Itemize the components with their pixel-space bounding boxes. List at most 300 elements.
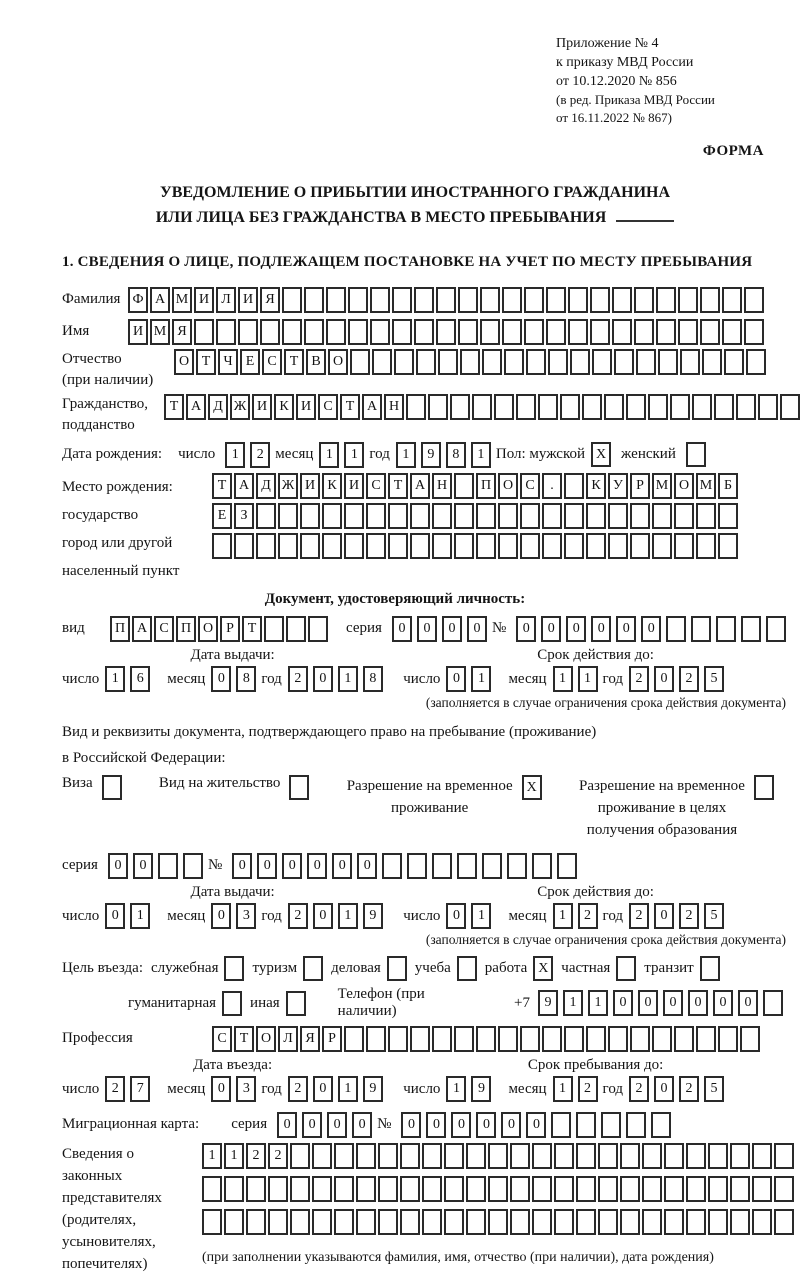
- char-cell[interactable]: [532, 853, 552, 879]
- char-cell[interactable]: [326, 319, 346, 345]
- char-cell[interactable]: 9: [421, 442, 441, 468]
- char-cell[interactable]: [304, 319, 324, 345]
- char-cell[interactable]: 0: [211, 903, 231, 929]
- char-cell[interactable]: А: [362, 394, 382, 420]
- char-cell[interactable]: 0: [401, 1112, 421, 1138]
- char-cell[interactable]: [730, 1143, 750, 1169]
- char-cell[interactable]: [432, 853, 452, 879]
- char-cell[interactable]: [666, 616, 686, 642]
- char-cell[interactable]: Т: [196, 349, 216, 375]
- char-cell[interactable]: [551, 1112, 571, 1138]
- char-cell[interactable]: [510, 1209, 530, 1235]
- char-cell[interactable]: 0: [332, 853, 352, 879]
- char-cell[interactable]: 2: [105, 1076, 125, 1102]
- char-cell[interactable]: 0: [211, 666, 231, 692]
- char-cell[interactable]: [388, 533, 408, 559]
- char-cell[interactable]: [598, 1209, 618, 1235]
- char-cell[interactable]: Я: [300, 1026, 320, 1052]
- char-cell[interactable]: [422, 1143, 442, 1169]
- char-cell[interactable]: 2: [578, 903, 598, 929]
- char-cell[interactable]: [366, 1026, 386, 1052]
- char-cell[interactable]: [630, 1026, 650, 1052]
- char-cell[interactable]: 2: [629, 903, 649, 929]
- char-cell[interactable]: 1: [588, 990, 608, 1016]
- char-cell[interactable]: [494, 394, 514, 420]
- char-cell[interactable]: Р: [220, 616, 240, 642]
- char-cell[interactable]: 0: [282, 853, 302, 879]
- char-cell[interactable]: А: [132, 616, 152, 642]
- char-cell[interactable]: [510, 1143, 530, 1169]
- char-cell[interactable]: 0: [392, 616, 412, 642]
- char-cell[interactable]: [476, 1026, 496, 1052]
- char-cell[interactable]: 5: [704, 1076, 724, 1102]
- char-cell[interactable]: [202, 1209, 222, 1235]
- char-cell[interactable]: [268, 1176, 288, 1202]
- purpose-transit-checkbox[interactable]: [700, 956, 720, 981]
- char-cell[interactable]: [444, 1209, 464, 1235]
- char-cell[interactable]: [356, 1209, 376, 1235]
- char-cell[interactable]: [680, 349, 700, 375]
- char-cell[interactable]: [382, 853, 402, 879]
- char-cell[interactable]: [674, 1026, 694, 1052]
- char-cell[interactable]: [554, 1209, 574, 1235]
- char-cell[interactable]: С: [262, 349, 282, 375]
- char-cell[interactable]: [674, 533, 694, 559]
- char-cell[interactable]: О: [174, 349, 194, 375]
- purpose-official-checkbox[interactable]: [224, 956, 244, 981]
- char-cell[interactable]: [568, 319, 588, 345]
- char-cell[interactable]: 5: [704, 903, 724, 929]
- char-cell[interactable]: [194, 319, 214, 345]
- char-cell[interactable]: [290, 1176, 310, 1202]
- char-cell[interactable]: [378, 1209, 398, 1235]
- char-cell[interactable]: [642, 1209, 662, 1235]
- char-cell[interactable]: [554, 1143, 574, 1169]
- char-cell[interactable]: [510, 1176, 530, 1202]
- char-cell[interactable]: [538, 394, 558, 420]
- char-cell[interactable]: С: [212, 1026, 232, 1052]
- char-cell[interactable]: С: [154, 616, 174, 642]
- char-cell[interactable]: [344, 1026, 364, 1052]
- char-cell[interactable]: А: [186, 394, 206, 420]
- char-cell[interactable]: [454, 503, 474, 529]
- residence-permit-checkbox[interactable]: [289, 775, 309, 800]
- char-cell[interactable]: 1: [344, 442, 364, 468]
- char-cell[interactable]: [256, 503, 276, 529]
- char-cell[interactable]: 3: [236, 903, 256, 929]
- gender-female-checkbox[interactable]: [686, 442, 706, 467]
- char-cell[interactable]: [410, 533, 430, 559]
- char-cell[interactable]: 0: [591, 616, 611, 642]
- char-cell[interactable]: Ж: [278, 473, 298, 499]
- char-cell[interactable]: [436, 287, 456, 313]
- char-cell[interactable]: 9: [363, 903, 383, 929]
- purpose-tourism-checkbox[interactable]: [303, 956, 323, 981]
- char-cell[interactable]: [238, 319, 258, 345]
- visa-checkbox[interactable]: [102, 775, 122, 800]
- char-cell[interactable]: Ж: [230, 394, 250, 420]
- char-cell[interactable]: [630, 503, 650, 529]
- char-cell[interactable]: [388, 503, 408, 529]
- char-cell[interactable]: Н: [432, 473, 452, 499]
- char-cell[interactable]: 0: [105, 903, 125, 929]
- char-cell[interactable]: [488, 1176, 508, 1202]
- char-cell[interactable]: 0: [257, 853, 277, 879]
- char-cell[interactable]: [370, 287, 390, 313]
- char-cell[interactable]: [708, 1176, 728, 1202]
- char-cell[interactable]: [432, 1026, 452, 1052]
- char-cell[interactable]: 0: [654, 666, 674, 692]
- char-cell[interactable]: [216, 319, 236, 345]
- char-cell[interactable]: О: [674, 473, 694, 499]
- char-cell[interactable]: С: [520, 473, 540, 499]
- char-cell[interactable]: 1: [319, 442, 339, 468]
- char-cell[interactable]: [692, 394, 712, 420]
- char-cell[interactable]: [590, 319, 610, 345]
- char-cell[interactable]: 0: [613, 990, 633, 1016]
- purpose-other-checkbox[interactable]: [286, 991, 306, 1016]
- char-cell[interactable]: [312, 1209, 332, 1235]
- char-cell[interactable]: [716, 616, 736, 642]
- char-cell[interactable]: [740, 1026, 760, 1052]
- char-cell[interactable]: Е: [240, 349, 260, 375]
- char-cell[interactable]: [598, 1176, 618, 1202]
- char-cell[interactable]: [466, 1209, 486, 1235]
- char-cell[interactable]: [388, 1026, 408, 1052]
- char-cell[interactable]: 1: [553, 1076, 573, 1102]
- char-cell[interactable]: 1: [578, 666, 598, 692]
- char-cell[interactable]: [457, 853, 477, 879]
- char-cell[interactable]: 0: [133, 853, 153, 879]
- char-cell[interactable]: И: [300, 473, 320, 499]
- char-cell[interactable]: Т: [212, 473, 232, 499]
- char-cell[interactable]: [520, 533, 540, 559]
- char-cell[interactable]: М: [652, 473, 672, 499]
- char-cell[interactable]: [763, 990, 783, 1016]
- char-cell[interactable]: 0: [541, 616, 561, 642]
- char-cell[interactable]: [678, 287, 698, 313]
- char-cell[interactable]: 7: [130, 1076, 150, 1102]
- char-cell[interactable]: [400, 1209, 420, 1235]
- char-cell[interactable]: [557, 853, 577, 879]
- char-cell[interactable]: 0: [277, 1112, 297, 1138]
- char-cell[interactable]: К: [274, 394, 294, 420]
- char-cell[interactable]: 0: [442, 616, 462, 642]
- char-cell[interactable]: 2: [679, 666, 699, 692]
- char-cell[interactable]: 2: [288, 666, 308, 692]
- char-cell[interactable]: [282, 287, 302, 313]
- char-cell[interactable]: Т: [234, 1026, 254, 1052]
- char-cell[interactable]: [410, 1026, 430, 1052]
- char-cell[interactable]: [608, 503, 628, 529]
- char-cell[interactable]: [158, 853, 178, 879]
- char-cell[interactable]: 0: [663, 990, 683, 1016]
- char-cell[interactable]: 2: [250, 442, 270, 468]
- char-cell[interactable]: Ф: [128, 287, 148, 313]
- char-cell[interactable]: [564, 1026, 584, 1052]
- char-cell[interactable]: 8: [446, 442, 466, 468]
- char-cell[interactable]: Е: [212, 503, 232, 529]
- char-cell[interactable]: [300, 503, 320, 529]
- char-cell[interactable]: [744, 287, 764, 313]
- char-cell[interactable]: [466, 1143, 486, 1169]
- char-cell[interactable]: Б: [718, 473, 738, 499]
- char-cell[interactable]: [674, 503, 694, 529]
- char-cell[interactable]: [520, 503, 540, 529]
- char-cell[interactable]: [752, 1209, 772, 1235]
- char-cell[interactable]: 0: [616, 616, 636, 642]
- char-cell[interactable]: [648, 394, 668, 420]
- char-cell[interactable]: И: [296, 394, 316, 420]
- char-cell[interactable]: [460, 349, 480, 375]
- char-cell[interactable]: [436, 319, 456, 345]
- char-cell[interactable]: Т: [284, 349, 304, 375]
- char-cell[interactable]: [612, 319, 632, 345]
- char-cell[interactable]: [718, 503, 738, 529]
- temp-permit-checkbox[interactable]: X: [522, 775, 542, 800]
- char-cell[interactable]: [454, 473, 474, 499]
- gender-male-checkbox[interactable]: X: [591, 442, 611, 467]
- char-cell[interactable]: 2: [679, 903, 699, 929]
- char-cell[interactable]: М: [172, 287, 192, 313]
- char-cell[interactable]: [392, 287, 412, 313]
- char-cell[interactable]: 1: [202, 1143, 222, 1169]
- char-cell[interactable]: [290, 1143, 310, 1169]
- purpose-work-checkbox[interactable]: X: [533, 956, 553, 981]
- char-cell[interactable]: [582, 394, 602, 420]
- char-cell[interactable]: [312, 1176, 332, 1202]
- char-cell[interactable]: П: [476, 473, 496, 499]
- char-cell[interactable]: [444, 1176, 464, 1202]
- char-cell[interactable]: [542, 533, 562, 559]
- char-cell[interactable]: А: [150, 287, 170, 313]
- char-cell[interactable]: [560, 394, 580, 420]
- purpose-study-checkbox[interactable]: [457, 956, 477, 981]
- char-cell[interactable]: [183, 853, 203, 879]
- char-cell[interactable]: Я: [172, 319, 192, 345]
- char-cell[interactable]: О: [328, 349, 348, 375]
- char-cell[interactable]: 2: [268, 1143, 288, 1169]
- char-cell[interactable]: 0: [313, 666, 333, 692]
- char-cell[interactable]: Ч: [218, 349, 238, 375]
- char-cell[interactable]: [774, 1143, 794, 1169]
- char-cell[interactable]: 0: [638, 990, 658, 1016]
- char-cell[interactable]: О: [198, 616, 218, 642]
- char-cell[interactable]: [758, 394, 778, 420]
- char-cell[interactable]: [454, 1026, 474, 1052]
- char-cell[interactable]: [548, 349, 568, 375]
- char-cell[interactable]: [516, 394, 536, 420]
- char-cell[interactable]: [334, 1143, 354, 1169]
- char-cell[interactable]: [630, 533, 650, 559]
- char-cell[interactable]: [480, 287, 500, 313]
- char-cell[interactable]: 2: [679, 1076, 699, 1102]
- char-cell[interactable]: Н: [384, 394, 404, 420]
- char-cell[interactable]: 0: [108, 853, 128, 879]
- char-cell[interactable]: [546, 287, 566, 313]
- char-cell[interactable]: [344, 533, 364, 559]
- char-cell[interactable]: [686, 1209, 706, 1235]
- char-cell[interactable]: [502, 287, 522, 313]
- char-cell[interactable]: И: [238, 287, 258, 313]
- char-cell[interactable]: 0: [302, 1112, 322, 1138]
- char-cell[interactable]: [407, 853, 427, 879]
- char-cell[interactable]: [774, 1209, 794, 1235]
- char-cell[interactable]: Р: [630, 473, 650, 499]
- char-cell[interactable]: 1: [563, 990, 583, 1016]
- char-cell[interactable]: [708, 1209, 728, 1235]
- char-cell[interactable]: О: [498, 473, 518, 499]
- char-cell[interactable]: [300, 533, 320, 559]
- char-cell[interactable]: Р: [322, 1026, 342, 1052]
- char-cell[interactable]: [286, 616, 306, 642]
- char-cell[interactable]: 0: [417, 616, 437, 642]
- char-cell[interactable]: [741, 616, 761, 642]
- char-cell[interactable]: [700, 287, 720, 313]
- char-cell[interactable]: [744, 319, 764, 345]
- char-cell[interactable]: 1: [553, 666, 573, 692]
- char-cell[interactable]: 1: [471, 903, 491, 929]
- char-cell[interactable]: [260, 319, 280, 345]
- char-cell[interactable]: 0: [713, 990, 733, 1016]
- char-cell[interactable]: [334, 1209, 354, 1235]
- char-cell[interactable]: [498, 503, 518, 529]
- char-cell[interactable]: [356, 1176, 376, 1202]
- char-cell[interactable]: [432, 533, 452, 559]
- char-cell[interactable]: А: [234, 473, 254, 499]
- char-cell[interactable]: [542, 503, 562, 529]
- char-cell[interactable]: 6: [130, 666, 150, 692]
- char-cell[interactable]: 2: [578, 1076, 598, 1102]
- char-cell[interactable]: [686, 1176, 706, 1202]
- char-cell[interactable]: 2: [246, 1143, 266, 1169]
- char-cell[interactable]: [746, 349, 766, 375]
- char-cell[interactable]: [651, 1112, 671, 1138]
- char-cell[interactable]: [488, 1209, 508, 1235]
- char-cell[interactable]: [458, 319, 478, 345]
- char-cell[interactable]: [278, 533, 298, 559]
- char-cell[interactable]: [256, 533, 276, 559]
- char-cell[interactable]: М: [696, 473, 716, 499]
- char-cell[interactable]: [664, 1209, 684, 1235]
- char-cell[interactable]: [520, 1026, 540, 1052]
- char-cell[interactable]: [304, 287, 324, 313]
- char-cell[interactable]: 1: [471, 442, 491, 468]
- char-cell[interactable]: [678, 319, 698, 345]
- char-cell[interactable]: [414, 287, 434, 313]
- char-cell[interactable]: [664, 1176, 684, 1202]
- char-cell[interactable]: [702, 349, 722, 375]
- char-cell[interactable]: 5: [704, 666, 724, 692]
- char-cell[interactable]: [752, 1176, 772, 1202]
- char-cell[interactable]: [432, 503, 452, 529]
- char-cell[interactable]: Т: [164, 394, 184, 420]
- char-cell[interactable]: [576, 1143, 596, 1169]
- char-cell[interactable]: [736, 394, 756, 420]
- char-cell[interactable]: [691, 616, 711, 642]
- char-cell[interactable]: Я: [260, 287, 280, 313]
- char-cell[interactable]: [334, 1176, 354, 1202]
- char-cell[interactable]: Л: [216, 287, 236, 313]
- char-cell[interactable]: [576, 1112, 596, 1138]
- purpose-private-checkbox[interactable]: [616, 956, 636, 981]
- char-cell[interactable]: [634, 319, 654, 345]
- char-cell[interactable]: 0: [426, 1112, 446, 1138]
- char-cell[interactable]: И: [128, 319, 148, 345]
- char-cell[interactable]: У: [608, 473, 628, 499]
- char-cell[interactable]: Т: [388, 473, 408, 499]
- char-cell[interactable]: 0: [357, 853, 377, 879]
- purpose-business-checkbox[interactable]: [387, 956, 407, 981]
- char-cell[interactable]: [714, 394, 734, 420]
- char-cell[interactable]: [722, 287, 742, 313]
- char-cell[interactable]: 0: [211, 1076, 231, 1102]
- char-cell[interactable]: [620, 1209, 640, 1235]
- char-cell[interactable]: 0: [516, 616, 536, 642]
- char-cell[interactable]: С: [318, 394, 338, 420]
- char-cell[interactable]: [308, 616, 328, 642]
- char-cell[interactable]: 1: [553, 903, 573, 929]
- char-cell[interactable]: [670, 394, 690, 420]
- char-cell[interactable]: С: [366, 473, 386, 499]
- char-cell[interactable]: [656, 287, 676, 313]
- char-cell[interactable]: З: [234, 503, 254, 529]
- char-cell[interactable]: [532, 1176, 552, 1202]
- char-cell[interactable]: [410, 503, 430, 529]
- char-cell[interactable]: 3: [236, 1076, 256, 1102]
- char-cell[interactable]: 0: [307, 853, 327, 879]
- char-cell[interactable]: И: [194, 287, 214, 313]
- char-cell[interactable]: [700, 319, 720, 345]
- char-cell[interactable]: 1: [446, 1076, 466, 1102]
- char-cell[interactable]: М: [150, 319, 170, 345]
- char-cell[interactable]: 2: [629, 1076, 649, 1102]
- char-cell[interactable]: [202, 1176, 222, 1202]
- char-cell[interactable]: [224, 1209, 244, 1235]
- char-cell[interactable]: [356, 1143, 376, 1169]
- char-cell[interactable]: [524, 319, 544, 345]
- char-cell[interactable]: [634, 287, 654, 313]
- char-cell[interactable]: [406, 394, 426, 420]
- char-cell[interactable]: [722, 319, 742, 345]
- char-cell[interactable]: [414, 319, 434, 345]
- char-cell[interactable]: [422, 1176, 442, 1202]
- char-cell[interactable]: [438, 349, 458, 375]
- char-cell[interactable]: [428, 394, 448, 420]
- char-cell[interactable]: 0: [446, 903, 466, 929]
- char-cell[interactable]: [400, 1176, 420, 1202]
- char-cell[interactable]: [604, 394, 624, 420]
- char-cell[interactable]: 8: [363, 666, 383, 692]
- char-cell[interactable]: Т: [242, 616, 262, 642]
- char-cell[interactable]: [526, 349, 546, 375]
- char-cell[interactable]: [400, 1143, 420, 1169]
- char-cell[interactable]: [378, 1143, 398, 1169]
- char-cell[interactable]: [472, 394, 492, 420]
- char-cell[interactable]: [507, 853, 527, 879]
- char-cell[interactable]: [278, 503, 298, 529]
- char-cell[interactable]: 9: [538, 990, 558, 1016]
- char-cell[interactable]: [626, 1112, 646, 1138]
- char-cell[interactable]: [568, 287, 588, 313]
- char-cell[interactable]: 0: [313, 1076, 333, 1102]
- char-cell[interactable]: 0: [654, 903, 674, 929]
- char-cell[interactable]: Л: [278, 1026, 298, 1052]
- char-cell[interactable]: 1: [338, 666, 358, 692]
- char-cell[interactable]: 1: [338, 903, 358, 929]
- char-cell[interactable]: Т: [340, 394, 360, 420]
- char-cell[interactable]: 9: [471, 1076, 491, 1102]
